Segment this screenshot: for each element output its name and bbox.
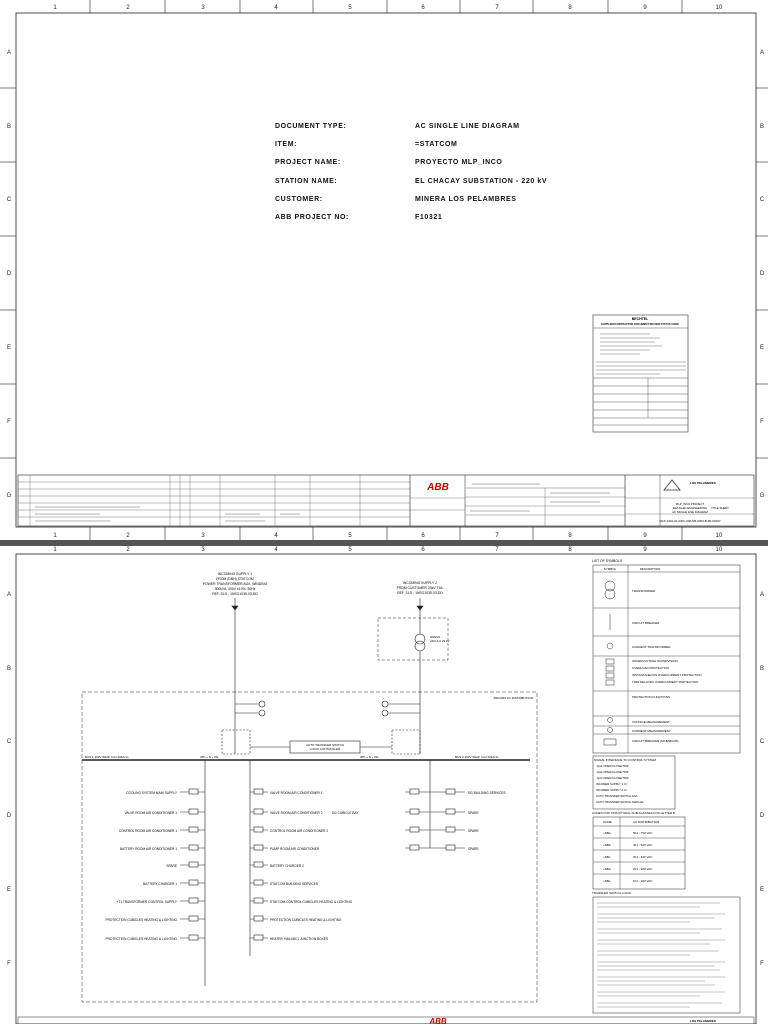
document-type-label: DOCUMENT TYPE: <box>275 123 347 130</box>
abb-project-no-label: ABB PROJECT NO: <box>275 214 349 221</box>
code-desc: 101 - 200 VAC <box>633 879 653 883</box>
col-label: 8 <box>568 5 572 11</box>
legend-item: CIRCUIT BREAKER <box>632 621 660 625</box>
col-label: 8 <box>568 533 572 539</box>
bus-phase-label: 3Ph + N + PE <box>200 755 219 759</box>
left-load: CONTROL ROOM AIR CONDITIONER 1 <box>118 829 177 833</box>
incoming2-title: INCOMING SUPPLY 2 <box>402 581 438 585</box>
left-load: PROTECTION CUBICLES HEATING & LIGHTING <box>105 937 177 941</box>
mid-load: STATCOM BUILDING SERVICES <box>270 882 318 886</box>
review-stamp <box>593 315 688 432</box>
signal-item: AUTO TRANSFER SWITCH FAIL <box>596 794 638 798</box>
station-name-label: STATION NAME: <box>275 178 338 185</box>
code-desc: 201 - 300 VAC <box>633 867 653 871</box>
right-load: SPARE <box>468 847 479 851</box>
row-label: D <box>759 813 765 819</box>
legend-item: TIME DELAYED OVERCURRENT PROTECTION <box>632 680 699 684</box>
col-label: 3 <box>201 547 205 553</box>
signal-item: -QA3 OPEN/CLOSE/TRIP <box>596 776 629 780</box>
incoming2-line: REF. SLD - 1NSO1035-03-DD <box>397 591 443 595</box>
col-label: 6 <box>421 5 425 11</box>
left-load: BATTERY ROOM AIR CONDITIONER 1 <box>119 847 177 851</box>
row-label: C <box>6 197 12 203</box>
incoming2-transformer <box>378 610 450 660</box>
legend-item: CIRCUIT BREAKER (MCB/MCCB) <box>632 739 679 743</box>
row-label: D <box>759 271 765 277</box>
legend-item: VOLTAGE MEASUREMENT <box>632 720 670 724</box>
mid-load: VALVE ROOM AIR CONDITIONER 1 <box>270 791 323 795</box>
col-label: 5 <box>348 5 352 11</box>
abb-logo: ABB <box>427 482 449 493</box>
row-label: C <box>759 739 765 745</box>
transformer-label: 23/0.4-0.23 kV <box>430 639 450 643</box>
title-line: DETAILED ENGINEERING <box>673 506 707 510</box>
right-load: DG CUBICLE BAY <box>332 811 359 815</box>
ammeter-icon <box>608 728 613 733</box>
row-label: A <box>759 50 765 56</box>
incoming1-line: POWER TRANSFORMER AUX. WINDING <box>202 582 268 586</box>
incoming-supply-1 <box>203 572 268 596</box>
row-label: F <box>7 419 11 425</box>
incoming1-line: 300kVA, 400V ±10%, 50Hz <box>214 587 256 591</box>
right-load: DG BUILDING SERVICES <box>468 791 506 795</box>
left-load: BATTERY CHARGER 1 <box>143 882 177 886</box>
title-line: TITLE SHEET <box>711 506 729 510</box>
mid-load: HEATER +MA1/BC1 JUNCTION BOXES <box>270 937 328 941</box>
code-desc: 501 - 750 VAC <box>633 831 653 835</box>
incoming-supply-2 <box>397 581 444 595</box>
col-label: 10 <box>715 533 723 539</box>
incoming1-line: FROM (DBH) STATCOM <box>216 577 254 581</box>
switch-label: LOGIC CONTROLLER <box>309 747 341 751</box>
col-label: 10 <box>715 547 723 553</box>
codes-col: CODE <box>603 820 612 824</box>
legend-item: UNDERVOLTAGE SUPERVISION <box>632 659 678 663</box>
stamp-subtitle: SUPPLIER/CONTRACTOR DOCUMENT REVIEW STATUS CODE <box>601 323 679 326</box>
col-label: 2 <box>126 547 130 553</box>
item-label: ITEM: <box>275 141 298 148</box>
code: +NBa <box>603 831 611 835</box>
row-label: B <box>6 124 12 130</box>
code-desc: 301 - 400 VAC <box>633 855 653 859</box>
row-label: E <box>6 887 12 893</box>
current-transformer-icon <box>607 643 613 649</box>
station-name-value: EL CHACAY SUBSTATION - 220 kV <box>415 178 548 185</box>
left-load: +T1 TRANSFORMER CONTROL SUPPLY <box>116 900 177 904</box>
abb-logo: ABB <box>429 1017 447 1024</box>
row-label: B <box>6 666 12 672</box>
client-logo-icon <box>664 480 680 490</box>
busbar2-label: BUS 2 400V 50HZ, Icw=10kA/1s <box>455 755 499 759</box>
title-line: AC SINGLE LINE DIAGRAM <box>672 510 708 514</box>
col-label: 4 <box>274 533 278 539</box>
left-load: VALVE ROOM AIR CONDITIONER 1 <box>124 811 177 815</box>
col-label: 10 <box>715 5 723 11</box>
voltmeter-icon <box>608 718 613 723</box>
item-value: =STATCOM <box>415 141 458 148</box>
signal-item: AUTO TRANSFER SWITCH MANUAL <box>596 800 644 804</box>
col-label: 3 <box>201 5 205 11</box>
legend <box>592 559 740 1013</box>
row-label: A <box>759 592 765 598</box>
protection-icons <box>606 659 614 685</box>
col-label: 3 <box>201 533 205 539</box>
sld-sheet <box>0 546 768 1024</box>
mid-load: CONTROL ROOM AIR CONDITIONER 2 <box>270 829 329 833</box>
left-load: COOLING SYSTEM MAIN SUPPLY <box>126 791 177 795</box>
signal-item: INCOMER SUPPLY 1 U< <box>596 782 628 786</box>
codes-heading: CODES FOR STRUCTURAL SUB-CLASSES FOR LETTER B <box>592 811 675 815</box>
left-load: SPARE <box>166 864 177 868</box>
project-name-value: PROYECTO MLP_INCO <box>415 159 503 166</box>
col-label: 4 <box>274 5 278 11</box>
legend-col-desc: DESCRIPTION <box>639 567 661 571</box>
transformer-label: 300kVA <box>430 635 441 639</box>
col-label: 6 <box>421 533 425 539</box>
col-label: 5 <box>348 547 352 553</box>
legend-item: PROTECTION FUNCTIONS <box>632 695 670 699</box>
col-label: 6 <box>421 547 425 553</box>
col-label: 2 <box>126 5 130 11</box>
signals-heading: SIGNAL INTERFACE TO CONTROL SYSTEM <box>594 758 657 762</box>
code: +NBe <box>603 879 611 883</box>
row-label: C <box>759 197 765 203</box>
right-load: SPARE <box>468 811 479 815</box>
col-label: 1 <box>53 533 57 539</box>
logic-heading: TRANSFER SWITCH LOGIC <box>592 891 632 895</box>
col-label: 2 <box>126 533 130 539</box>
col-label: 5 <box>348 533 352 539</box>
signal-item: -QA1 OPEN/CLOSE/TRIP <box>596 764 629 768</box>
row-label: C <box>6 739 12 745</box>
customer-label: CUSTOMER: <box>275 196 323 203</box>
left-load: PROTECTION CUBICLES HEATING & LIGHTING <box>105 918 177 922</box>
abb-project-no-value: F10321 <box>415 214 443 221</box>
title-line: MLP_INCO PROJECT <box>675 502 705 506</box>
bus-phase-label: 3Ph + N + PE <box>360 755 379 759</box>
right-breakers <box>405 789 465 850</box>
col-label: 7 <box>495 5 499 11</box>
row-label: G <box>759 493 765 499</box>
legend-heading: LIST OF SYMBOLS <box>592 559 623 563</box>
distribution-label: 400/230V AC DISTRIBUTION <box>493 696 533 700</box>
legend-col-symbol: SYMBOL <box>603 567 617 571</box>
stamp-title: BECHTEL <box>631 317 649 321</box>
title-block <box>18 475 754 526</box>
document-type-value: AC SINGLE LINE DIAGRAM <box>415 123 520 130</box>
incoming1-line: REF. SLD - 1NSO1035-03-DD <box>212 592 258 596</box>
row-label: B <box>759 124 765 130</box>
mid-load: STATCOM CONTROL CUBICLES HEATING & LIGHTING <box>270 900 353 904</box>
signal-item: INCOMER SUPPLY 2 U< <box>596 788 628 792</box>
code: +NBb <box>603 843 611 847</box>
incoming1-title: INCOMING SUPPLY 1 <box>217 572 253 576</box>
col-label: 8 <box>568 547 572 553</box>
col-label: 1 <box>53 547 57 553</box>
transformer-icon <box>605 581 615 591</box>
left-breakers <box>180 789 205 940</box>
client-name: LOS PELAMBRES <box>690 1019 716 1023</box>
row-label: A <box>6 592 12 598</box>
row-label: D <box>6 813 12 819</box>
col-label: 9 <box>643 547 647 553</box>
code-desc: 401 - 500 VAC <box>633 843 653 847</box>
col-label: 7 <box>495 547 499 553</box>
mid-load: BATTERY CHARGER 2 <box>270 864 304 868</box>
col-label: 1 <box>53 5 57 11</box>
mcb-icon <box>604 739 616 745</box>
row-label: E <box>6 345 12 351</box>
mid-breakers <box>250 789 268 940</box>
signal-item: -QA2 OPEN/CLOSE/TRIP <box>596 770 629 774</box>
legend-item: CURRENT MEASUREMENT <box>632 729 671 733</box>
sld-frame <box>0 546 768 1024</box>
row-label: E <box>759 345 765 351</box>
mid-load: PROTECTION CUBICLES HEATING & LIGHTING <box>270 918 342 922</box>
legend-item: CURRENT TRANSFORMER <box>632 645 671 649</box>
client-name: LOS PELAMBRES <box>690 481 716 485</box>
row-label: D <box>6 271 12 277</box>
project-name-label: PROJECT NAME: <box>275 159 341 166</box>
drawing-number: MLP-1901-01-DDC-000-SB-0000-B-00-00107 <box>659 519 721 523</box>
col-label: 9 <box>643 533 647 539</box>
row-label: B <box>759 666 765 672</box>
switch-label: AUTO TRANSFER SWITCH <box>306 743 344 747</box>
mid-load: VALVE ROOM AIR CONDITIONER 2 <box>270 811 323 815</box>
legend-item: TRANSFORMER <box>632 589 656 593</box>
col-label: 7 <box>495 533 499 539</box>
busbar1-label: BUS 1 400V 50HZ, Icw=10kA/1s <box>85 755 129 759</box>
code: +NBc <box>603 855 611 859</box>
row-label: E <box>759 887 765 893</box>
incoming2-line: FROM CUSTOMER 23kV T.NL <box>396 586 444 590</box>
mid-load: PUMP ROOM AIR CONDITIONER <box>270 847 320 851</box>
codes-col: AC DISTRIBUTION <box>633 820 660 824</box>
row-label: F <box>760 961 764 967</box>
right-load: SPARE <box>468 829 479 833</box>
col-label: 4 <box>274 547 278 553</box>
code: +NBd <box>603 867 611 871</box>
row-label: A <box>6 50 12 56</box>
row-label: G <box>6 493 12 499</box>
row-label: F <box>7 961 11 967</box>
col-label: 9 <box>643 5 647 11</box>
legend-item: OVERLOAD PROTECTION <box>632 666 670 670</box>
row-label: F <box>760 419 764 425</box>
customer-value: MINERA LOS PELAMBRES <box>415 196 517 203</box>
legend-item: INSTANTANEOUS OVERCURRENT PROTECTION <box>632 673 702 677</box>
